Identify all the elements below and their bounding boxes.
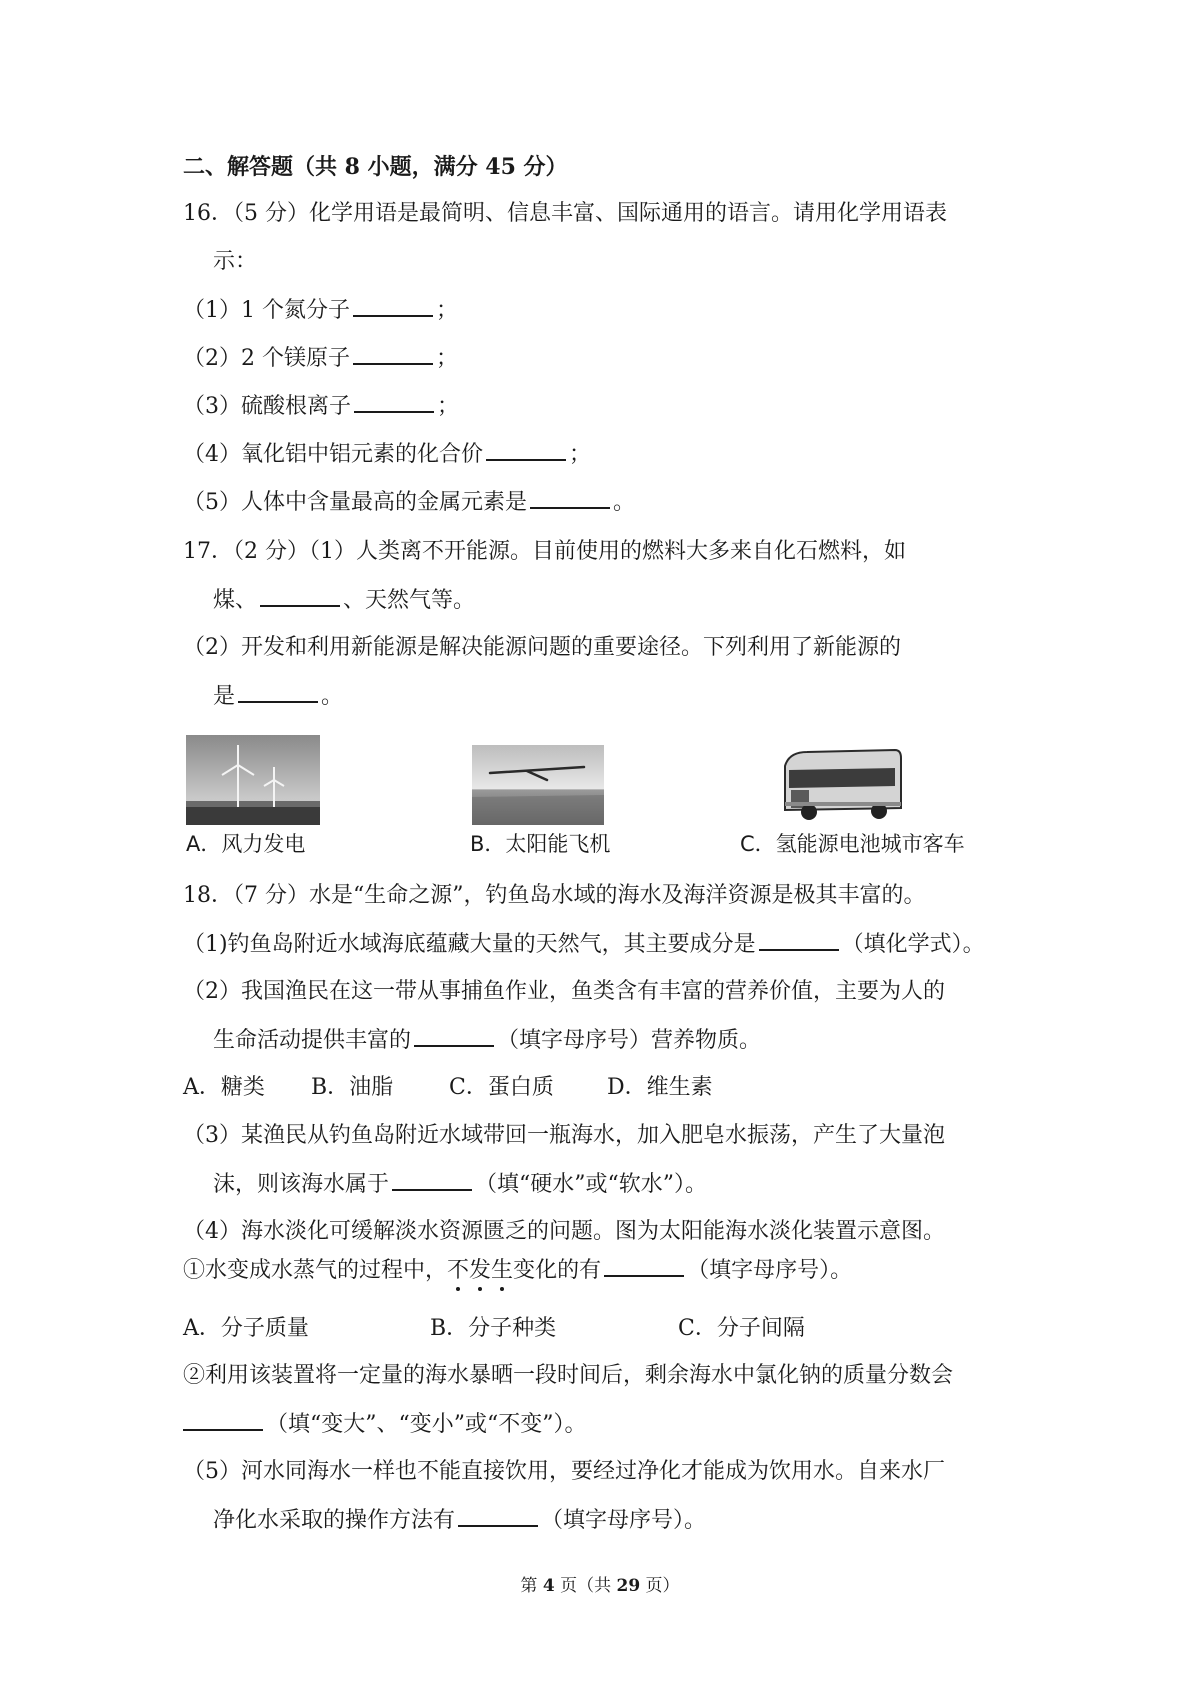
q16-item-1 <box>183 295 458 326</box>
footer-suffix: 页） <box>640 1576 680 1596</box>
q18-part5-line2-pre: 净化水采取的操作方法有 <box>213 1508 456 1533</box>
answer-blank[interactable] <box>414 1025 494 1047</box>
q18-part5-line2-post: （填字母序号）。 <box>541 1508 707 1533</box>
q16-item-2 <box>183 343 458 374</box>
q18-part3-line1: （3）某渔民从钓鱼岛附近水域带回一瓶海水，加入肥皂水振荡，产生了大量泡 <box>183 1123 945 1148</box>
wind-turbine-image <box>186 735 320 825</box>
q18-part3-line2 <box>213 1169 707 1200</box>
q17-stem-line2 <box>213 585 475 616</box>
footer-prefix: 第 <box>520 1576 543 1596</box>
q16-item-5-end: 。 <box>613 490 636 515</box>
answer-blank[interactable] <box>458 1505 538 1527</box>
q18-part4-sub2-line2-text: （填“变大”、“变小”或“不变”）。 <box>266 1412 587 1437</box>
q18-part4-sub2-line2 <box>183 1409 586 1440</box>
q18-part4-sub2-line1: ②利用该装置将一定量的海水暴晒一段时间后，剩余海水中氯化钠的质量分数会 <box>183 1363 954 1388</box>
hydrogen-bus-image <box>777 740 909 825</box>
answer-blank[interactable] <box>260 585 340 607</box>
q18-part4-option-a: A．分子质量 <box>183 1316 309 1341</box>
q16-item-3-text: （3）硫酸根离子 <box>183 394 351 419</box>
answer-blank[interactable] <box>354 391 434 413</box>
answer-blank[interactable] <box>353 295 433 317</box>
q17-option-c: C．氢能源电池城市客车 <box>740 832 965 856</box>
q18-part1 <box>183 929 985 960</box>
q16-stem-line1: 16．（5 分）化学用语是最简明、信息丰富、国际通用的语言。请用化学用语表 <box>183 201 947 226</box>
q16-item-4-end: ； <box>569 442 592 467</box>
q16-stem-line2: 示： <box>213 249 258 274</box>
q18-part4-line1: （4）海水淡化可缓解淡水资源匮乏的问题。图为太阳能海水淡化装置示意图。 <box>183 1219 945 1244</box>
q17-option-b: B．太阳能飞机 <box>470 832 611 856</box>
emphasis-char: 不 <box>447 1258 470 1283</box>
q16-item-2-text: （2）2 个镁原子 <box>183 346 350 371</box>
q18-stem: 18．（7 分）水是“生命之源”，钓鱼岛水域的海水及海洋资源是极其丰富的。 <box>183 883 926 908</box>
section-title: 二、解答题（共 8 小题，满分 45 分） <box>183 154 568 180</box>
q18-part3-line2-post: （填“硬水”或“软水”）。 <box>475 1172 708 1197</box>
answer-blank[interactable] <box>759 929 839 951</box>
q17-stem-line2-pre: 煤、 <box>213 588 258 613</box>
q17-part2-line2 <box>213 681 343 712</box>
q18-part4-sub1-pre: ①水变成水蒸气的过程中， <box>183 1258 448 1283</box>
answer-blank[interactable] <box>238 681 318 703</box>
q18-part2-line1: （2）我国渔民在这一带从事捕鱼作业，鱼类含有丰富的营养价值，主要为人的 <box>183 979 945 1004</box>
q16-item-1-text: （1）1 个氮分子 <box>183 298 350 323</box>
answer-blank[interactable] <box>486 439 566 461</box>
answer-blank[interactable] <box>530 487 610 509</box>
page-total: 29 <box>616 1576 641 1596</box>
answer-blank[interactable] <box>353 343 433 365</box>
q18-part5-line2 <box>213 1505 706 1536</box>
q16-item-2-end: ； <box>436 346 459 371</box>
q16-item-5 <box>183 487 635 518</box>
q18-part4-sub1-mid: 变化的有 <box>513 1258 602 1283</box>
q16-item-1-end: ； <box>436 298 459 323</box>
q18-option-d: D．维生素 <box>607 1075 713 1100</box>
q18-part1-post: （填化学式）。 <box>841 932 985 957</box>
q17-part2-line1: （2）开发和利用新能源是解决能源问题的重要途径。下列利用了新能源的 <box>183 635 901 660</box>
page-number: 4 <box>542 1576 555 1596</box>
q18-part2-line2-post: （填字母序号）营养物质。 <box>497 1028 762 1053</box>
q17-stem-line1: 17．（2 分）（1）人类离不开能源。目前使用的燃料大多来自化石燃料，如 <box>183 539 906 564</box>
q16-item-5-text: （5）人体中含量最高的金属元素是 <box>183 490 527 515</box>
answer-blank[interactable] <box>392 1169 472 1191</box>
q18-part4-options <box>183 1314 805 1344</box>
q18-part5-line1: （5）河水同海水一样也不能直接饮用，要经过净化才能成为饮用水。自来水厂 <box>183 1459 945 1484</box>
q18-part1-pre: （1)钓鱼岛附近水域海底蕴藏大量的天然气，其主要成分是 <box>183 932 756 957</box>
q16-item-3-end: ； <box>437 394 460 419</box>
q18-option-a: A．糖类 <box>183 1075 265 1100</box>
q18-option-b: B．油脂 <box>311 1075 394 1100</box>
q17-option-a: A．风力发电 <box>186 832 306 856</box>
q18-option-c: C．蛋白质 <box>449 1075 554 1100</box>
q18-part4-option-b: B．分子种类 <box>430 1316 557 1341</box>
solar-plane-image <box>472 745 604 825</box>
footer-middle: 页（共 <box>554 1576 617 1596</box>
page-footer <box>0 1574 1200 1598</box>
q18-part2-options <box>183 1073 713 1103</box>
q18-part2-line2-pre: 生命活动提供丰富的 <box>213 1028 412 1053</box>
q18-part4-option-c: C．分子间隔 <box>678 1316 805 1341</box>
q17-part2-line2-pre: 是 <box>213 684 236 709</box>
q18-part4-sub1-post: （填字母序号）。 <box>687 1258 853 1283</box>
q18-part2-line2 <box>213 1025 761 1056</box>
q17-part2-line2-post: 。 <box>321 684 344 709</box>
q16-item-4-text: （4）氧化铝中铝元素的化合价 <box>183 442 483 467</box>
answer-blank[interactable] <box>183 1409 263 1431</box>
q18-part4-sub1 <box>183 1255 852 1286</box>
q16-item-4 <box>183 439 591 470</box>
emphasis-char: 发 <box>469 1258 492 1283</box>
emphasis-char: 生 <box>491 1258 514 1283</box>
q17-stem-line2-post: 、天然气等。 <box>343 588 476 613</box>
q18-part3-line2-pre: 沫，则该海水属于 <box>213 1172 390 1197</box>
answer-blank[interactable] <box>604 1255 684 1277</box>
q16-item-3 <box>183 391 459 422</box>
